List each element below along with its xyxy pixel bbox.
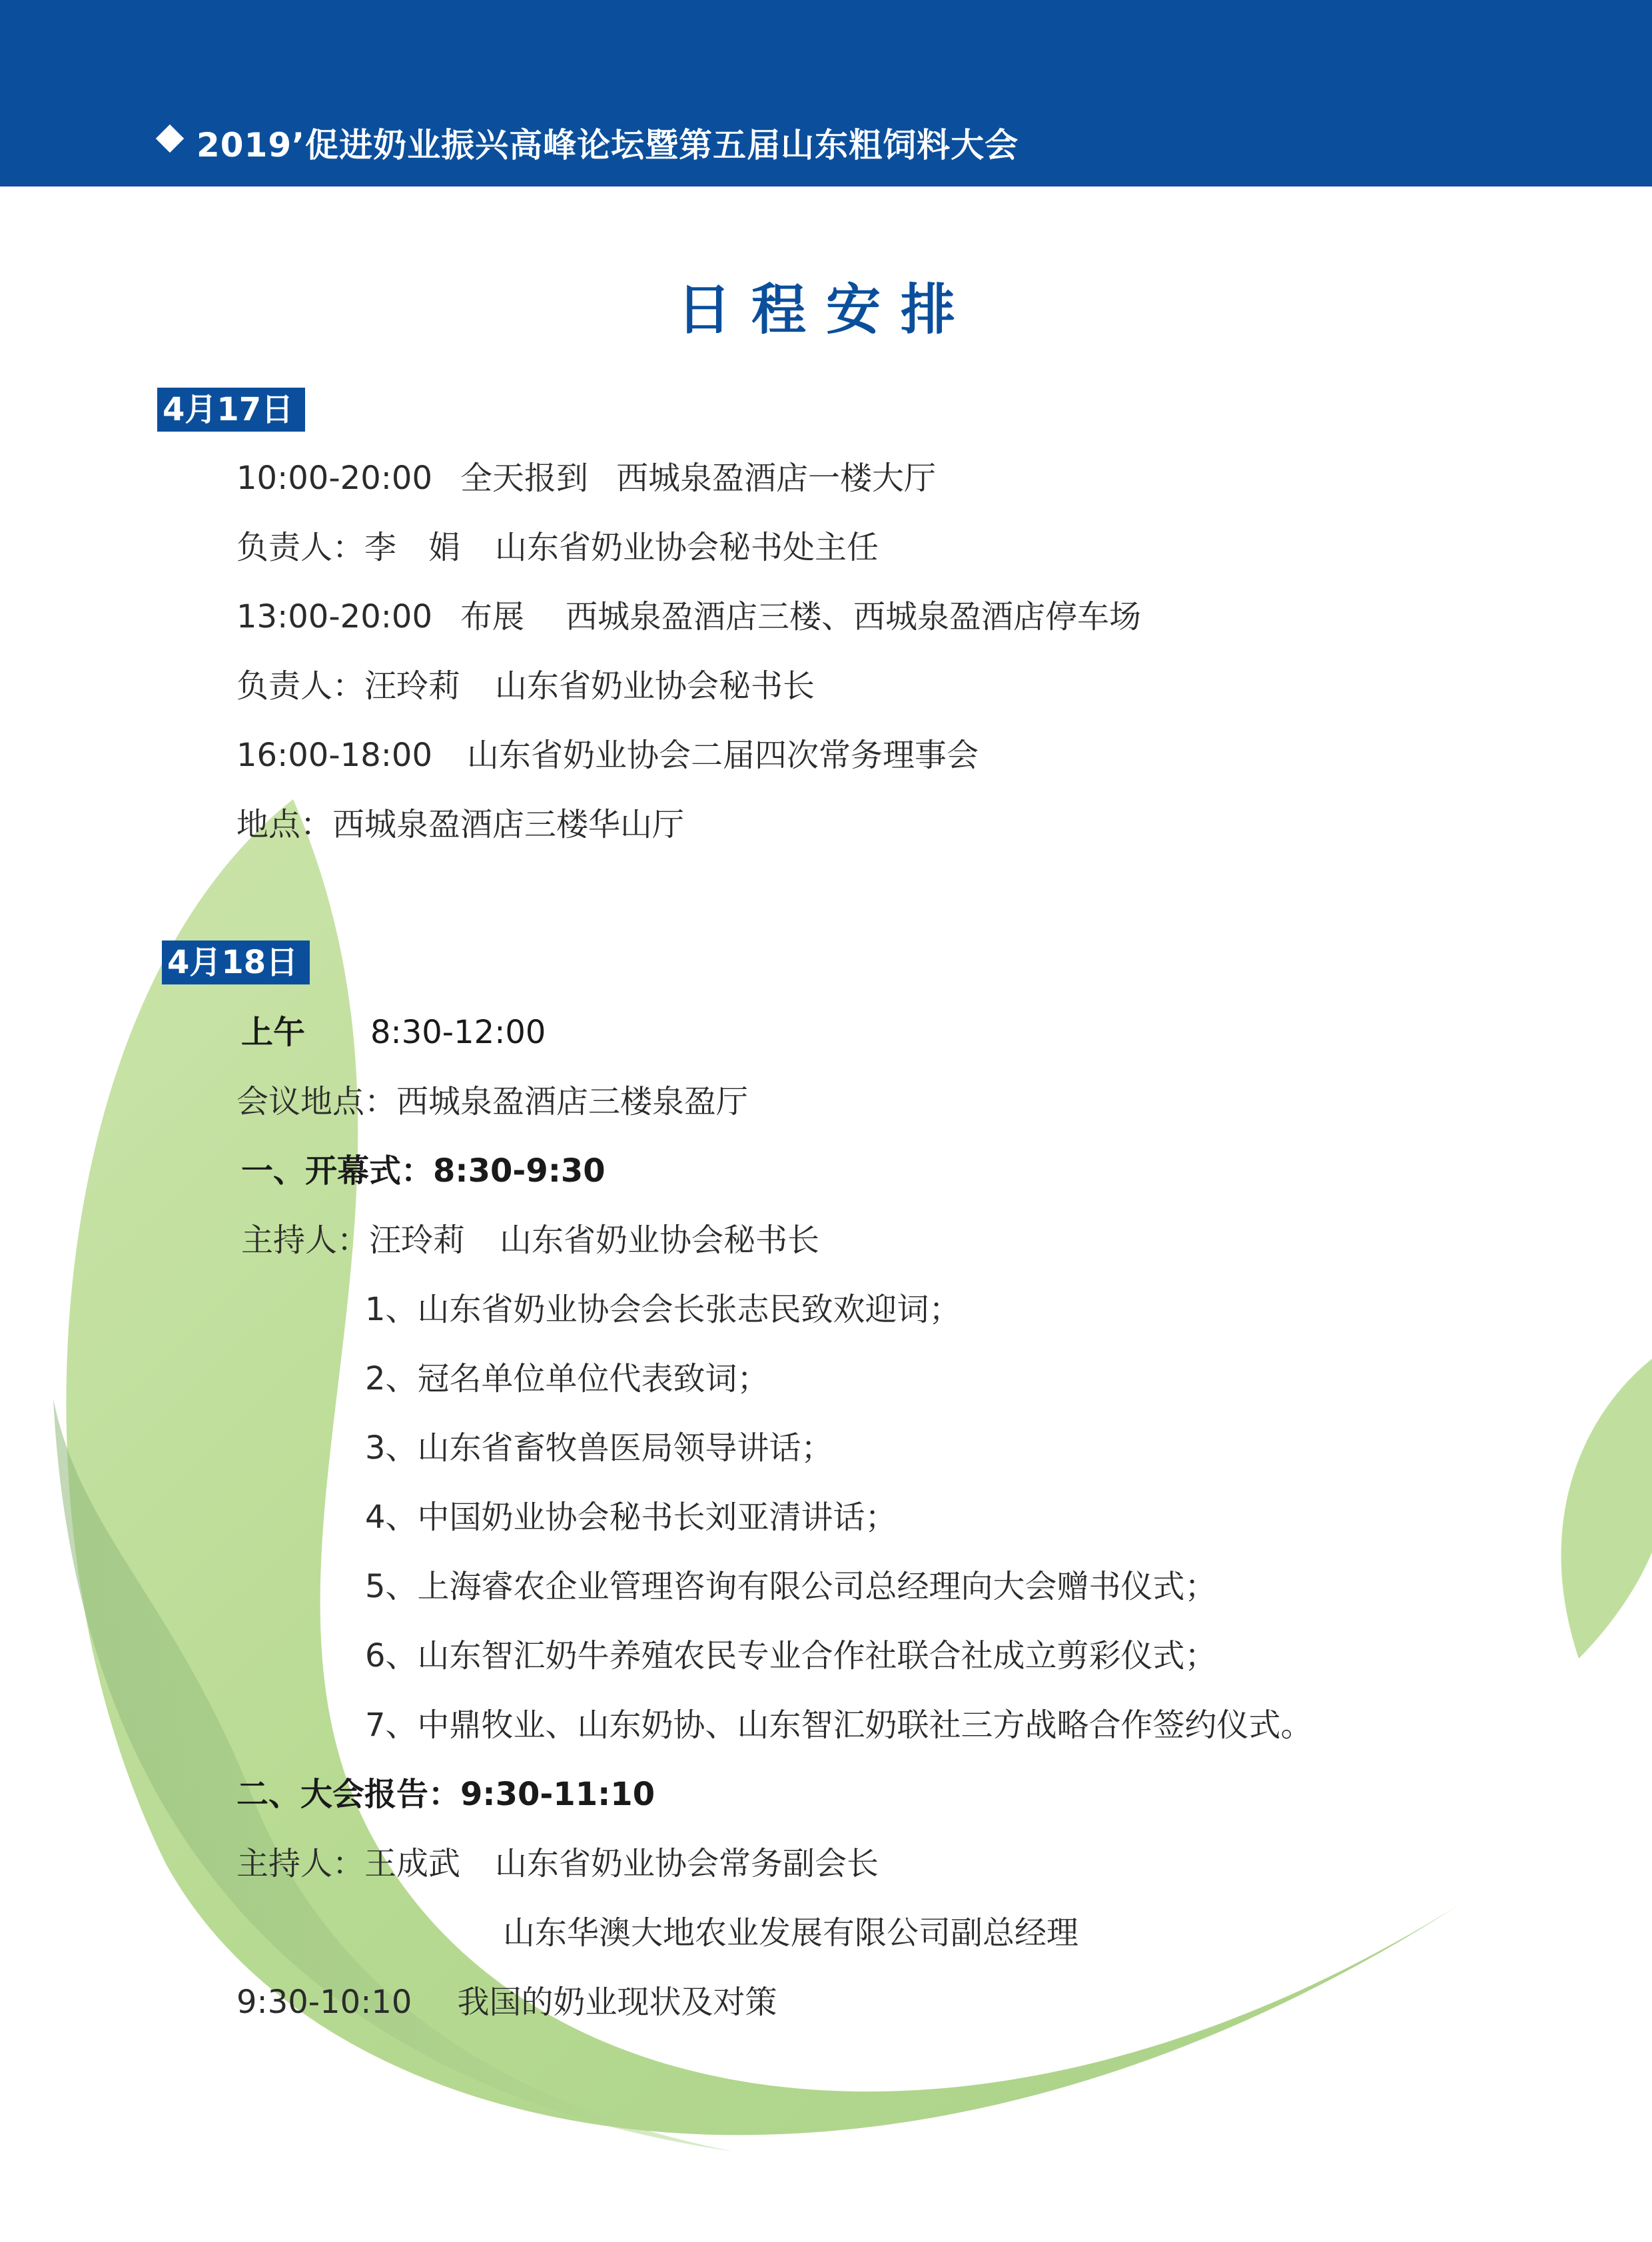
- agenda-item: 1、山东省奶业协会会长张志民致欢迎词；: [365, 1291, 961, 1328]
- agenda-item: 5、上海睿农企业管理咨询有限公司总经理向大会赠书仪式；: [365, 1568, 1217, 1605]
- talk-row: [236, 1982, 777, 2022]
- schedule-row: [236, 458, 936, 498]
- header-title: 2019’促进奶业振兴高峰论坛暨第五届山东粗饲料大会: [197, 126, 1019, 165]
- host-name: 汪玲莉: [369, 1222, 466, 1259]
- row-place: 西城泉盈酒店一楼大厅: [616, 460, 937, 497]
- agenda-item: 6、山东智汇奶牛养殖农民专业合作社联合社成立剪彩仪式；: [365, 1637, 1217, 1675]
- host-label: 主持人：: [236, 1845, 365, 1882]
- talk-time: 9:30-10:10: [236, 1984, 412, 2021]
- row-time: 13:00-20:00: [236, 598, 432, 635]
- date-badge-day1: 4月17日: [157, 388, 305, 432]
- host-name: 王成武: [364, 1845, 461, 1882]
- section-heading-opening: 一、开幕式：8:30-9:30: [241, 1152, 606, 1190]
- row-role: 山东省奶业协会秘书处主任: [495, 529, 879, 566]
- venue-value: 西城泉盈酒店三楼泉盈厅: [396, 1083, 749, 1120]
- header-banner: [0, 0, 1652, 187]
- row-role: 山东省奶业协会秘书长: [495, 667, 815, 705]
- row-time: 16:00-18:00: [236, 737, 432, 774]
- row-label: 负责人：: [236, 529, 365, 566]
- row-label: 地点：: [236, 806, 333, 843]
- date-badge-day2: 4月18日: [162, 940, 310, 984]
- session-row: [241, 1012, 546, 1052]
- row-place: 西城泉盈酒店三楼华山厅: [332, 806, 685, 843]
- row-time: 10:00-20:00: [236, 460, 432, 497]
- host-role: 山东省奶业协会秘书长: [500, 1222, 820, 1259]
- agenda-item: 3、山东省畜牧兽医局领导讲话；: [365, 1429, 833, 1467]
- schedule-row: [236, 597, 1141, 637]
- row-place: 西城泉盈酒店三楼、西城泉盈酒店停车场: [566, 598, 1142, 635]
- schedule-row: [236, 528, 879, 567]
- schedule-row: [236, 735, 979, 775]
- agenda-item: 4、中国奶业协会秘书长刘亚清讲话；: [365, 1499, 897, 1536]
- row-item: 布展: [460, 598, 524, 635]
- session-label: 上午: [241, 1014, 306, 1051]
- schedule-row: [236, 666, 815, 706]
- row-name: 李 娟: [364, 529, 461, 566]
- session-time: 8:30-12:00: [370, 1014, 546, 1051]
- agenda-item: 7、中鼎牧业、山东奶协、山东智汇奶联社三方战略合作签约仪式。: [365, 1706, 1313, 1744]
- row-item: 全天报到: [460, 460, 588, 497]
- diamond-icon: [156, 125, 184, 153]
- venue-row: [236, 1082, 748, 1122]
- page-title: 日程安排: [676, 278, 975, 342]
- row-item: 山东省奶业协会二届四次常务理事会: [466, 737, 979, 774]
- host-row: [236, 1844, 879, 1884]
- host-role: 山东省奶业协会常务副会长: [495, 1845, 879, 1882]
- row-name: 汪玲莉: [364, 667, 461, 705]
- agenda-item: 2、冠名单位单位代表致词；: [365, 1360, 769, 1397]
- talk-title: 我国的奶业现状及对策: [457, 1984, 777, 2021]
- section-heading-report: 二、大会报告：9:30-11:10: [236, 1776, 655, 1813]
- host-role-secondary: 山东华澳大地农业发展有限公司副总经理: [503, 1914, 1079, 1952]
- host-row: [241, 1220, 819, 1260]
- host-label: 主持人：: [241, 1222, 370, 1259]
- schedule-row: [236, 805, 684, 845]
- venue-label: 会议地点：: [236, 1083, 397, 1120]
- row-label: 负责人：: [236, 667, 365, 705]
